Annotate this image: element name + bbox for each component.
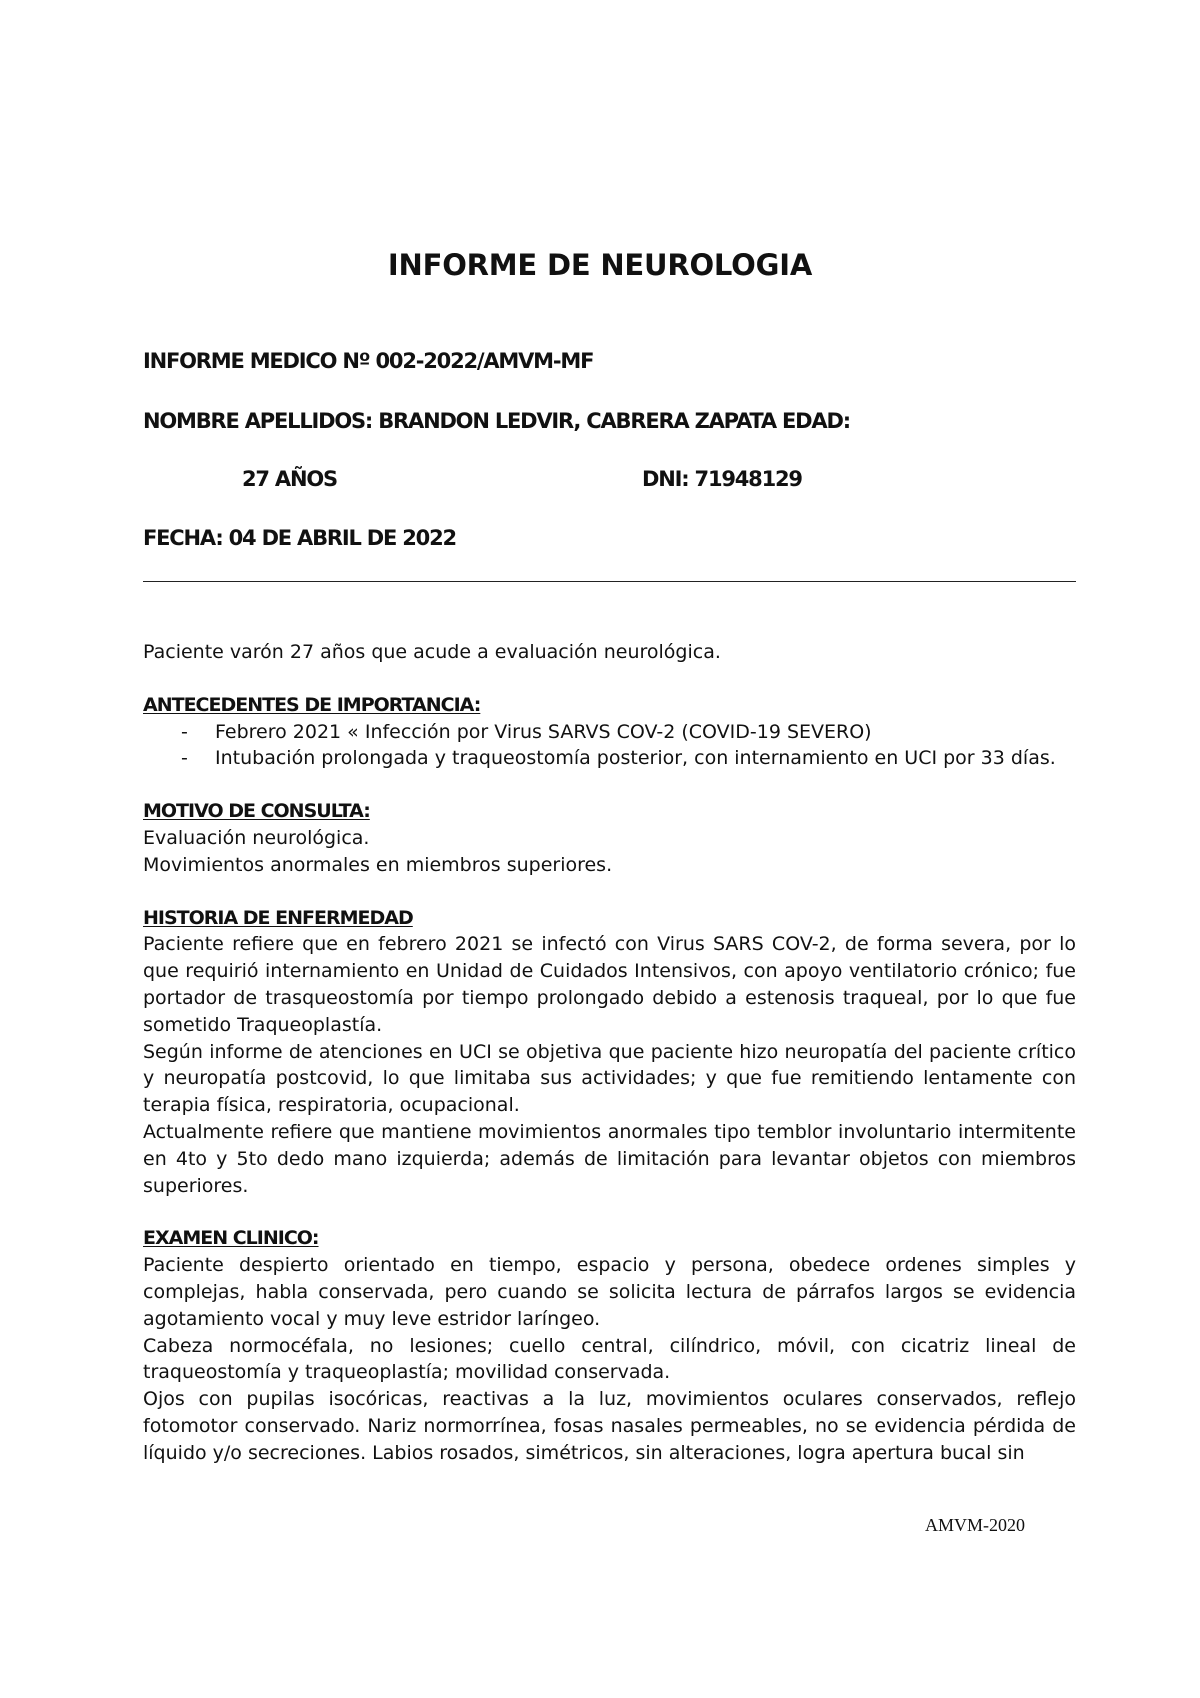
historia-heading: HISTORIA DE ENFERMEDAD [143,906,413,929]
document-title: INFORME DE NEUROLOGIA [387,248,813,282]
historia-paragraph: Paciente refiere que en febrero 2021 se infectó con Virus SARS COV-2, de forma severa, por lo que requirió internamiento en Unidad de Cuidados Intensivos, con apoyo ventilatorio crónico; fue portador de trasqueostomía por tiempo prolongado debido a estenosis traqueal, por lo que fue sometido Traqueoplastía. [143,933,1076,1036]
antecedentes-heading: ANTECEDENTES DE IMPORTANCIA: [143,693,481,716]
historia-paragraph: Según informe de atenciones en UCI se objetiva que paciente hizo neuropatía del paciente crítico y neuropatía postcovid, lo que limitaba sus actividades; y que fue remitiendo lentamente con terapia física, respiratoria, ocupacional. [143,1040,1076,1117]
patient-age: 27 AÑOS [242,467,337,491]
list-item-text: Febrero 2021 « Infección por Virus SARVS COV-2 (COVID-19 SEVERO) [215,720,872,743]
examen-paragraph: Paciente despierto orientado en tiempo, espacio y persona, obedece ordenes simples y complejas, habla conservada, pero cuando se solicita lectura de párrafos largos se evidencia agotamiento vocal y muy leve estridor laríngeo. [143,1254,1076,1330]
page-footer-code: AMVM-2020 [925,1515,1026,1535]
patient-name-line: NOMBRE APELLIDOS: BRANDON LEDVIR, CABRERA ZAPATA EDAD: [143,409,850,433]
examen-heading: EXAMEN CLINICO: [143,1227,319,1250]
report-body [143,639,1076,1467]
historia-paragraph: Actualmente refiere que mantiene movimientos anormales tipo temblor involuntario intermitente en 4to y 5to dedo mano izquierda; además de limitación para levantar objetos con miembros superiores. [143,1120,1076,1197]
patient-dni: DNI: 71948129 [642,467,802,491]
dash-bullet: - [181,720,188,743]
examen-paragraph: Ojos con pupilas isocóricas, reactivas a la luz, movimientos oculares conservados, reflejo fotomotor conservado. Nariz normorrínea, fosas nasales permeables, no se evidencia pérdida de líquido y/o secreciones. Labios rosados, simétricos, sin alteraciones, logra apertura bucal sin [143,1388,1076,1464]
examen-paragraph: Cabeza normocéfala, no lesiones; cuello central, cilíndrico, móvil, con cicatriz lineal de traqueostomía y traqueoplastía; movilidad conservada. [143,1334,1076,1384]
header-divider [143,581,1076,582]
informe-medico-number: INFORME MEDICO Nº 002-2022/AMVM-MF [143,349,594,373]
list-item-text: Intubación prolongada y traqueostomía posterior, con internamiento en UCI por 33 días. [215,747,1056,770]
antecedentes-list [143,719,1076,773]
dash-bullet: - [181,747,188,770]
report-date: FECHA: 04 DE ABRIL DE 2022 [143,526,456,550]
list-item [143,745,1076,772]
list-item [143,719,1076,746]
motivo-line: Movimientos anormales en miembros superiores. [143,853,613,876]
intro-paragraph: Paciente varón 27 años que acude a evaluación neurológica. [143,641,721,663]
motivo-heading: MOTIVO DE CONSULTA: [143,800,370,823]
motivo-line: Evaluación neurológica. [143,826,370,849]
